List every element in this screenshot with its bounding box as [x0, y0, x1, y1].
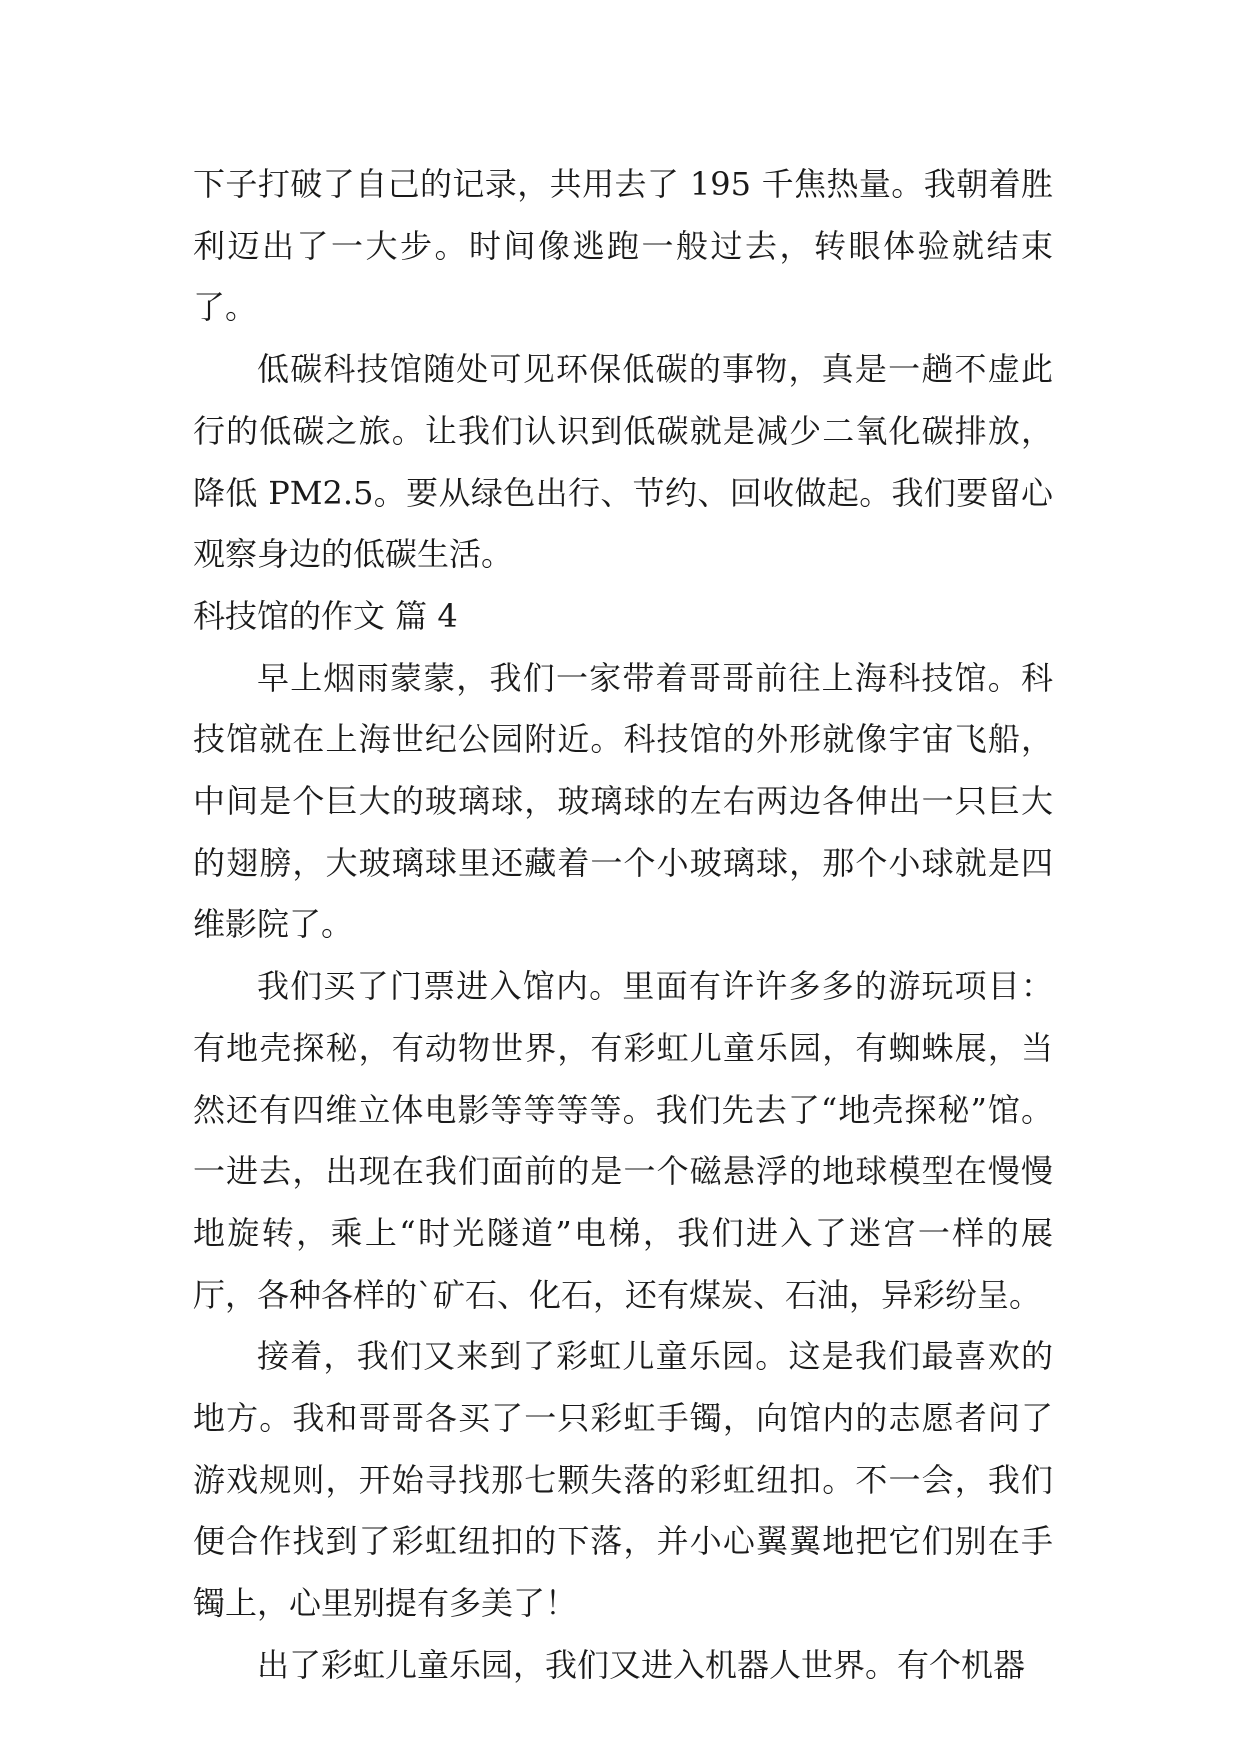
document-body [193, 154, 1053, 1697]
paragraph-morning-trip: 早上烟雨蒙蒙，我们一家带着哥哥前往上海科技馆。科技馆就在上海世纪公园附近。科技馆的外形就像宇宙飞船，中间是个巨大的玻璃球，玻璃球的左右两边各伸出一只巨大的翅膀，大玻璃球里还藏着一个小玻璃球，那个小球就是四维影院了。 [193, 658, 1053, 944]
paragraph-tickets-exhibits: 我们买了门票进入馆内。里面有许许多多的游玩项目：有地壳探秘，有动物世界，有彩虹儿童乐园，有蜘蛛展，当然还有四维立体电影等等等等。我们先去了“地壳探秘”馆。一进去，出现在我们面前的是一个磁悬浮的地球模型在慢慢地旋转，乘上“时光隧道”电梯，我们进入了迷宫一样的展厅，各种各样的`矿石、化石，还有煤炭、石油，异彩纷呈。 [193, 967, 1053, 1314]
paragraph-continued: 下子打破了自己的记录，共用去了 195 千焦热量。我朝着胜利迈出了一大步。时间像逃跑一般过去，转眼体验就结束了。 [193, 165, 1053, 327]
section-heading: 科技馆的作文 篇 4 [193, 596, 458, 635]
paragraph-low-carbon-summary: 低碳科技馆随处可见环保低碳的事物，真是一趟不虚此行的低碳之旅。让我们认识到低碳就是减少二氧化碳排放，降低 PM2.5。要从绿色出行、节约、回收做起。我们要留心观察身边的低碳生活。 [193, 350, 1053, 574]
paragraph-robot-world: 出了彩虹儿童乐园，我们又进入机器人世界。有个机器 [257, 1645, 1026, 1684]
paragraph-rainbow-park: 接着，我们又来到了彩虹儿童乐园。这是我们最喜欢的地方。我和哥哥各买了一只彩虹手镯，向馆内的志愿者问了游戏规则，开始寻找那七颗失落的彩虹纽扣。不一会，我们便合作找到了彩虹纽扣的下落，并小心翼翼地把它们别在手镯上，心里别提有多美了！ [193, 1337, 1053, 1623]
